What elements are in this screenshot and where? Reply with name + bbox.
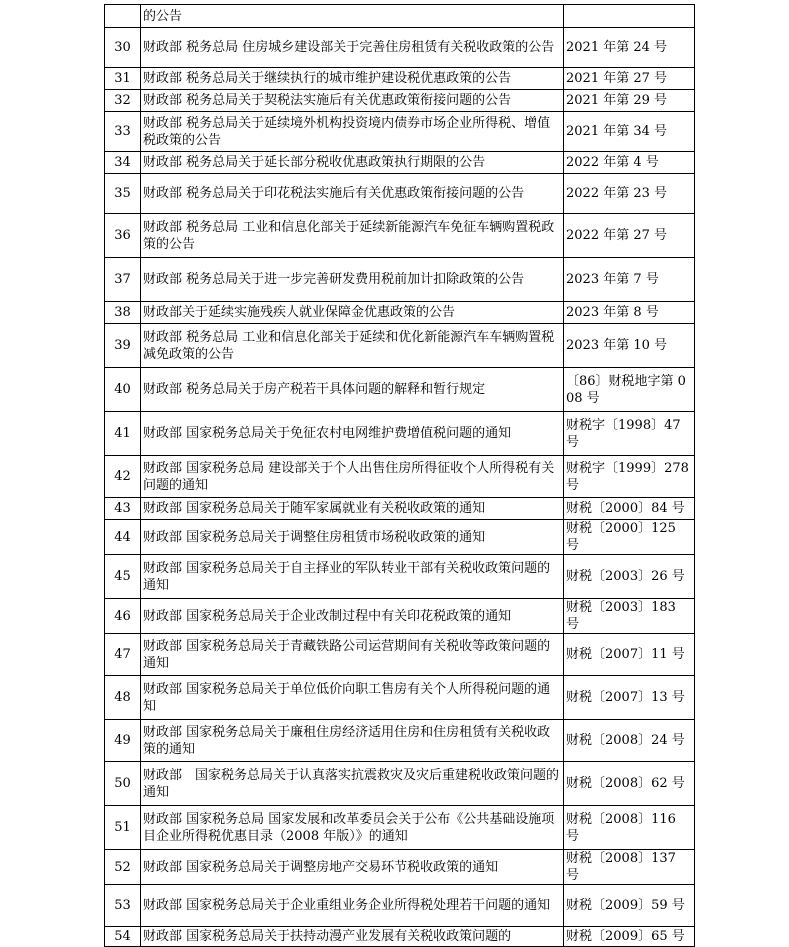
table-row	[105, 302, 695, 324]
document-title: 财政部关于延续实施残疾人就业保障金优惠政策的公告	[141, 302, 564, 324]
row-number: 43	[105, 498, 141, 520]
row-number: 42	[105, 456, 141, 498]
document-title: 财政部 国家税务总局关于免征农村电网维护费增值税问题的通知	[141, 412, 564, 456]
document-title: 的公告	[141, 5, 564, 28]
table-row	[105, 412, 695, 456]
document-number: 财税〔2009〕59 号	[564, 885, 695, 927]
document-title: 财政部 国家税务总局关于随军家属就业有关税收政策的通知	[141, 498, 564, 520]
document-number: 2022 年第 27 号	[564, 214, 695, 258]
table-row	[105, 520, 695, 555]
row-number: 52	[105, 850, 141, 885]
table-row	[105, 676, 695, 720]
document-title: 财政部 税务总局 住房城乡建设部关于完善住房租赁有关税收政策的公告	[141, 28, 564, 68]
table-row	[105, 806, 695, 850]
table-row	[105, 174, 695, 214]
document-title: 财政部 税务总局关于房产税若干具体问题的解释和暂行规定	[141, 368, 564, 412]
row-number: 34	[105, 152, 141, 174]
document-number: 财税〔2003〕26 号	[564, 555, 695, 599]
document-number: 2021 年第 29 号	[564, 90, 695, 112]
document-number: 2023 年第 10 号	[564, 324, 695, 368]
table-row	[105, 599, 695, 634]
document-number: 2023 年第 7 号	[564, 258, 695, 302]
document-number: 2022 年第 4 号	[564, 152, 695, 174]
document-title: 财政部 国家税务总局 国家发展和改革委员会关于公布《公共基础设施项目企业所得税优惠目录（2008 年版）》的通知	[141, 806, 564, 850]
row-number: 33	[105, 112, 141, 152]
row-number: 48	[105, 676, 141, 720]
row-number: 44	[105, 520, 141, 555]
row-number: 46	[105, 599, 141, 634]
row-number: 37	[105, 258, 141, 302]
table-row	[105, 324, 695, 368]
row-number: 39	[105, 324, 141, 368]
document-title: 财政部 国家税务总局关于扶持动漫产业发展有关税收政策问题的	[141, 927, 564, 947]
table-row	[105, 214, 695, 258]
row-number: 51	[105, 806, 141, 850]
table-row	[105, 112, 695, 152]
document-title: 财政部 国家税务总局关于调整住房租赁市场税收政策的通知	[141, 520, 564, 555]
table-row	[105, 927, 695, 947]
row-number: 54	[105, 927, 141, 947]
document-title: 财政部 国家税务总局关于廉租住房经济适用住房和住房租赁有关税收政策的通知	[141, 720, 564, 762]
table-row	[105, 28, 695, 68]
document-number: 2023 年第 8 号	[564, 302, 695, 324]
table-row	[105, 850, 695, 885]
document-title: 财政部 国家税务总局关于企业改制过程中有关印花税政策的通知	[141, 599, 564, 634]
document-number: 2021 年第 27 号	[564, 68, 695, 90]
document-number: 财税〔2008〕62 号	[564, 762, 695, 806]
document-title: 财政部 税务总局关于进一步完善研发费用税前加计扣除政策的公告	[141, 258, 564, 302]
document-number: 2022 年第 23 号	[564, 174, 695, 214]
row-number	[105, 5, 141, 28]
table-row	[105, 456, 695, 498]
table-row	[105, 5, 695, 28]
document-title: 财政部 国家税务总局关于认真落实抗震救灾及灾后重建税收政策问题的通知	[141, 762, 564, 806]
document-number: 财税〔2007〕13 号	[564, 676, 695, 720]
table-row	[105, 634, 695, 676]
row-number: 50	[105, 762, 141, 806]
row-number: 41	[105, 412, 141, 456]
document-title: 财政部 税务总局关于继续执行的城市维护建设税优惠政策的公告	[141, 68, 564, 90]
row-number: 40	[105, 368, 141, 412]
document-number: 财税〔2008〕24 号	[564, 720, 695, 762]
policy-table	[104, 4, 695, 947]
row-number: 38	[105, 302, 141, 324]
table-row	[105, 498, 695, 520]
policy-table-body	[105, 5, 695, 947]
document-title: 财政部 税务总局关于契税法实施后有关优惠政策衔接问题的公告	[141, 90, 564, 112]
row-number: 32	[105, 90, 141, 112]
document-number: 财税字〔1999〕278 号	[564, 456, 695, 498]
table-row	[105, 258, 695, 302]
document-number: 财税〔2000〕125 号	[564, 520, 695, 555]
row-number: 53	[105, 885, 141, 927]
document-number: 财税〔2000〕84 号	[564, 498, 695, 520]
document-title: 财政部 国家税务总局关于调整房地产交易环节税收政策的通知	[141, 850, 564, 885]
document-number: 财税〔2008〕116 号	[564, 806, 695, 850]
document-title: 财政部 税务总局关于印花税法实施后有关优惠政策衔接问题的公告	[141, 174, 564, 214]
document-title: 财政部 国家税务总局关于单位低价向职工售房有关个人所得税问题的通知	[141, 676, 564, 720]
document-number: 2021 年第 24 号	[564, 28, 695, 68]
table-row	[105, 152, 695, 174]
document-title: 财政部 国家税务总局关于青藏铁路公司运营期间有关税收等政策问题的通知	[141, 634, 564, 676]
document-number: 财税〔2008〕137 号	[564, 850, 695, 885]
row-number: 47	[105, 634, 141, 676]
row-number: 36	[105, 214, 141, 258]
document-number: 财税〔2009〕65 号	[564, 927, 695, 947]
table-row	[105, 368, 695, 412]
row-number: 49	[105, 720, 141, 762]
table-row	[105, 90, 695, 112]
table-row	[105, 762, 695, 806]
document-title: 财政部 国家税务总局 建设部关于个人出售住房所得征收个人所得税有关问题的通知	[141, 456, 564, 498]
document-number: 2021 年第 34 号	[564, 112, 695, 152]
document-number: 〔86〕财税地字第 008 号	[564, 368, 695, 412]
table-row	[105, 720, 695, 762]
document-title: 财政部 国家税务总局关于企业重组业务企业所得税处理若干问题的通知	[141, 885, 564, 927]
document-title: 财政部 税务总局 工业和信息化部关于延续新能源汽车免征车辆购置税政策的公告	[141, 214, 564, 258]
row-number: 35	[105, 174, 141, 214]
document-number	[564, 5, 695, 28]
document-number: 财税〔2003〕183 号	[564, 599, 695, 634]
document-number: 财税字〔1998〕47 号	[564, 412, 695, 456]
document-title: 财政部 税务总局关于延续境外机构投资境内债券市场企业所得税、增值税政策的公告	[141, 112, 564, 152]
table-row	[105, 68, 695, 90]
document-title: 财政部 国家税务总局关于自主择业的军队转业干部有关税收政策问题的通知	[141, 555, 564, 599]
row-number: 45	[105, 555, 141, 599]
row-number: 31	[105, 68, 141, 90]
document-number: 财税〔2007〕11 号	[564, 634, 695, 676]
table-row	[105, 885, 695, 927]
table-row	[105, 555, 695, 599]
document-title: 财政部 税务总局关于延长部分税收优惠政策执行期限的公告	[141, 152, 564, 174]
document-title: 财政部 税务总局 工业和信息化部关于延续和优化新能源汽车车辆购置税减免政策的公告	[141, 324, 564, 368]
row-number: 30	[105, 28, 141, 68]
